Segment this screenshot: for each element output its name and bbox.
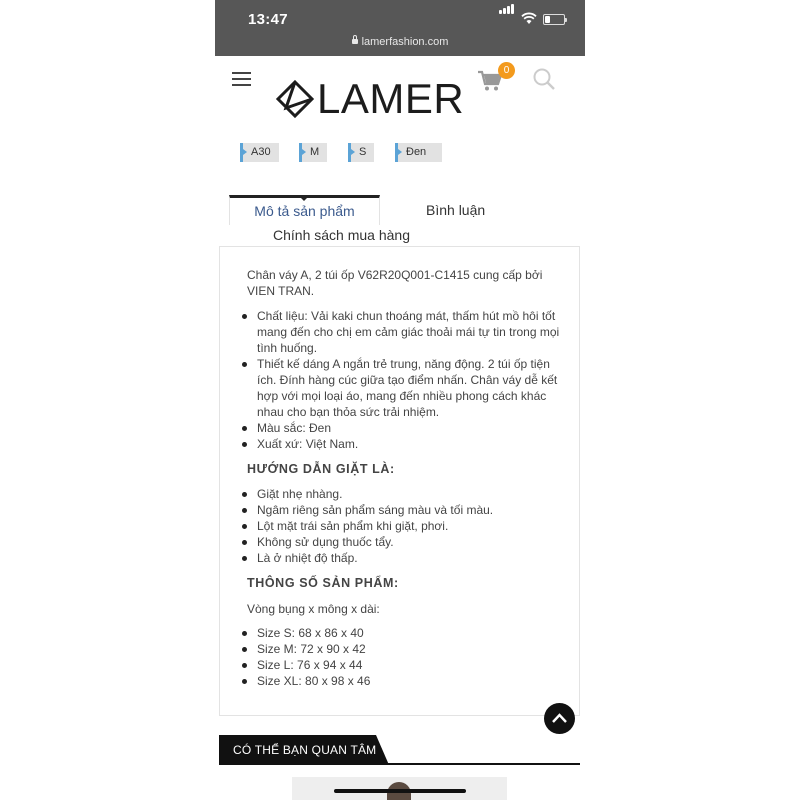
list-item: Size M: 72 x 90 x 42 — [242, 641, 562, 657]
battery-icon — [543, 14, 565, 25]
wifi-icon — [521, 12, 537, 25]
url-text: lamerfashion.com — [361, 36, 449, 48]
scroll-to-top-button[interactable] — [544, 703, 575, 734]
description-panel — [219, 246, 580, 716]
list-item: Size XL: 80 x 98 x 46 — [242, 673, 562, 689]
list-item: Lột mặt trái sản phẩm khi giặt, phơi. — [242, 518, 562, 534]
spec-note: Vòng bụng x mông x dài: — [247, 602, 380, 616]
lock-icon — [352, 39, 358, 44]
related-title: CÓ THỂ BẠN QUAN TÂM — [233, 743, 377, 757]
list-item: Size L: 76 x 94 x 44 — [242, 657, 562, 673]
care-list — [242, 486, 562, 566]
variant-tag-size-s[interactable]: S — [348, 143, 374, 162]
related-section-header — [219, 735, 580, 767]
tab-purchase-policy[interactable]: Chính sách mua hàng — [273, 227, 410, 243]
list-item: Chất liệu: Vải kaki chun thoáng mát, thấm hút mồ hôi tốt mang đến cho chị em cảm giác thoải mái tự tin trong mọi tình huống. — [242, 308, 562, 356]
list-item: Xuất xứ: Việt Nam. — [242, 436, 562, 452]
address-bar[interactable] — [215, 36, 585, 48]
phone-screen — [215, 0, 585, 800]
chevron-up-icon — [544, 703, 575, 734]
product-intro: Chân váy A, 2 túi ốp V62R20Q001-C1415 cung cấp bởi VIEN TRAN. — [247, 268, 543, 298]
variant-tag-size-m[interactable]: M — [299, 143, 327, 162]
spec-heading: THÔNG SỐ SẢN PHẨM: — [247, 576, 399, 590]
home-indicator — [334, 789, 466, 793]
list-item: Thiết kế dáng A ngắn trẻ trung, năng động. 2 túi ốp tiện ích. Đính hàng cúc giữa tạo điểm nhấn. Chân váy dễ kết hợp với mọi loại áo, mang đến nhiều phong cách khác nhau cho bạn thỏa sức trải nhiệm. — [242, 356, 562, 420]
cart-count-badge: 0 — [498, 62, 515, 79]
list-item: Size S: 68 x 86 x 40 — [242, 625, 562, 641]
search-icon[interactable] — [532, 67, 556, 91]
logo-text: LAMER — [317, 75, 465, 122]
tab-description-label: Mô tả sản phẩm — [254, 203, 355, 219]
list-item: Là ở nhiệt độ thấp. — [242, 550, 562, 566]
list-item: Ngâm riêng sản phẩm sáng màu và tối màu. — [242, 502, 562, 518]
care-heading: HƯỚNG DẪN GIẶT LÀ: — [247, 462, 395, 476]
hamburger-menu-icon[interactable] — [232, 72, 251, 86]
tab-comments[interactable]: Bình luận — [426, 202, 486, 218]
list-item: Màu sắc: Đen — [242, 420, 562, 436]
list-item: Giặt nhẹ nhàng. — [242, 486, 562, 502]
status-bar — [215, 0, 585, 56]
feature-list — [242, 308, 562, 452]
list-item: Không sử dụng thuốc tẩy. — [242, 534, 562, 550]
variant-tag-code[interactable]: A30 — [240, 143, 279, 162]
variant-tag-color[interactable]: Đen — [395, 143, 442, 162]
tab-description[interactable] — [229, 195, 380, 225]
clock: 13:47 — [248, 11, 288, 28]
size-list — [242, 625, 562, 689]
diamond-logo-icon — [275, 79, 315, 119]
site-logo[interactable] — [275, 76, 464, 122]
